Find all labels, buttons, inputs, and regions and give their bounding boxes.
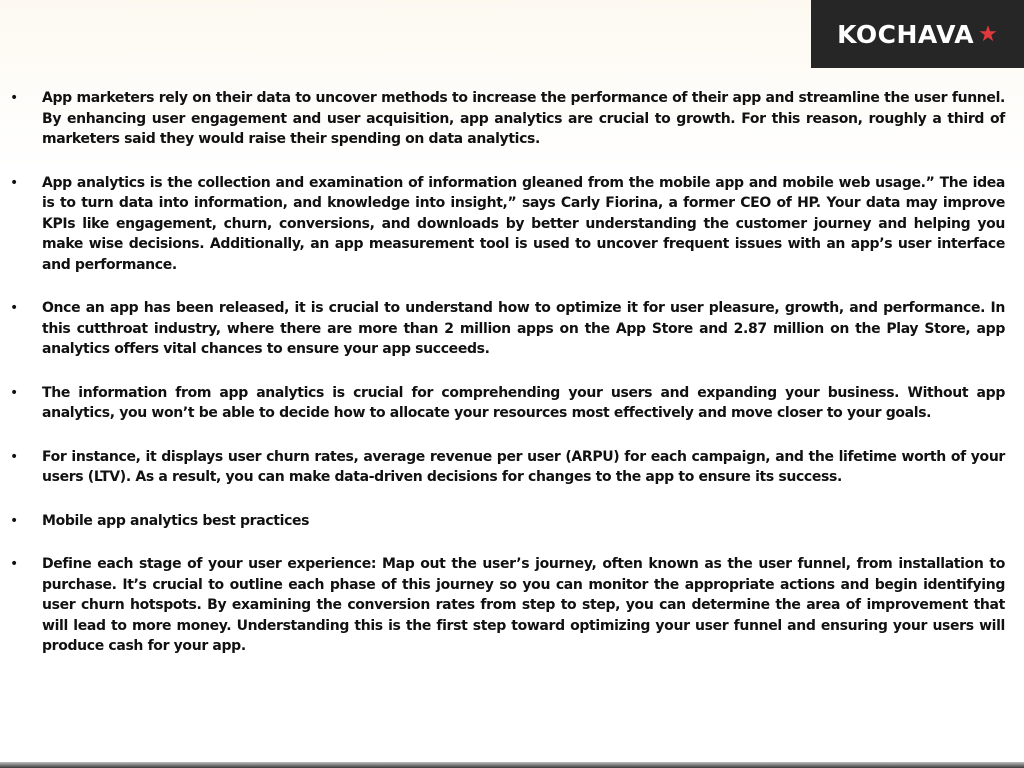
kochava-logo	[811, 0, 1024, 68]
bullet-list	[10, 88, 1005, 680]
logo-wordmark: KOCHAVA	[837, 19, 975, 49]
paragraph-text: App analytics is the collection and examination of information gleaned from the mobile app and mobile web usage.” The idea is to turn data into information, and knowledge into insight,” says Carly Fiorina, a former CEO of HP. Your data may improve KPIs like engagement, churn, conversions, and downloads by better understanding the customer journey and helping you make wise decisions. Additionally, an app measurement tool is used to uncover frequent issues with an app’s user interface and performance.	[42, 174, 1005, 273]
bullet-icon: •	[10, 556, 19, 572]
paragraph-text: Define each stage of your user experience: Map out the user’s journey, often known as the user funnel, from installation to purchase. It’s crucial to outline each phase of this journey so you can monitor the appropriate actions and begin identifying user churn hotspots. By examining the conversion rates from step to step, you can determine the area of improvement that will lead to more money. Understanding this is the first step toward optimizing your user funnel and ensuring your users will produce cash for your app.	[42, 556, 1005, 654]
bullet-icon: •	[10, 90, 19, 106]
bullet-icon: •	[10, 174, 19, 191]
bullet-item	[10, 511, 1005, 532]
paragraph-text: App marketers rely on their data to uncover methods to increase the performance of their app and streamline the user funnel. By enhancing user engagement and user acquisition, app analytics are crucial to growth. For this reason, roughly a third of marketers said they would raise their spending on data analytics.	[42, 90, 1005, 147]
bullet-item	[10, 88, 1005, 150]
paragraph-text: For instance, it displays user churn rates, average revenue per user (ARPU) for each campaign, and the lifetime worth of your users (LTV). As a result, you can make data-driven decisions for changes to the app to ensure its success.	[42, 448, 1005, 485]
paragraph-text: Once an app has been released, it is crucial to understand how to optimize it for user pleasure, growth, and performance. In this cutthroat industry, where there are more than 2 million apps on the App Store and 2.87 million on the Play Store, app analytics offers vital chances to ensure your app succeeds.	[42, 300, 1005, 357]
bullet-icon: •	[10, 512, 19, 529]
star-icon: ★	[978, 21, 998, 47]
paragraph-text: The information from app analytics is crucial for comprehending your users and expanding your business. Without app analytics, you won’t be able to decide how to allocate your resources most effectively and move closer to your goals.	[42, 384, 1005, 421]
bullet-icon: •	[10, 448, 19, 465]
bullet-item	[10, 173, 1005, 276]
bullet-item	[10, 447, 1005, 488]
bullet-icon: •	[10, 300, 19, 316]
section-heading: Mobile app analytics best practices	[42, 512, 310, 529]
bullet-item	[10, 383, 1005, 424]
bullet-item	[10, 554, 1005, 657]
bottom-divider	[0, 762, 1024, 768]
bullet-icon: •	[10, 384, 19, 401]
bullet-item	[10, 298, 1005, 360]
